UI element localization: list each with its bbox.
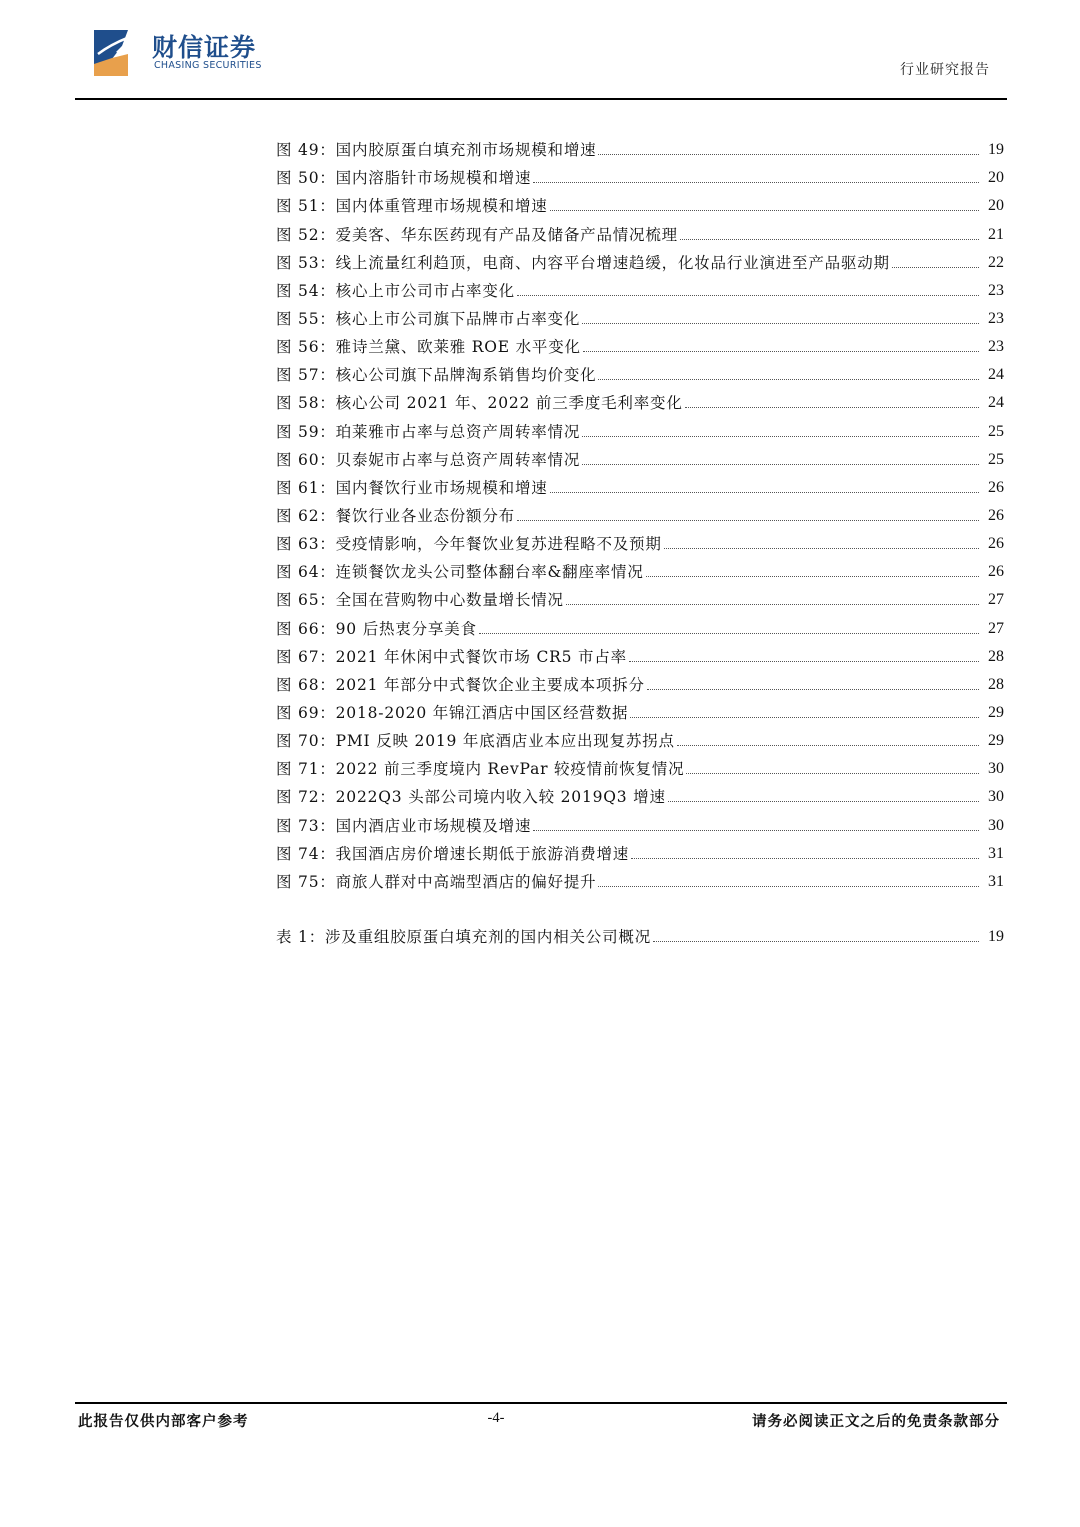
figure-toc-row[interactable]: [276, 329, 1004, 357]
table-toc-row[interactable]: [276, 919, 1004, 947]
dot-leader: [550, 209, 979, 211]
figure-toc-row[interactable]: [276, 836, 1004, 864]
figure-toc-row[interactable]: [276, 723, 1004, 751]
toc-entry-title[interactable]: 图 57：核心公司旗下品牌淘系销售均价变化: [276, 366, 597, 385]
toc-page-number[interactable]: 26: [988, 478, 1004, 496]
page-number: -4-: [487, 1410, 505, 1426]
toc-page-number[interactable]: 28: [988, 675, 1004, 693]
figure-toc-row[interactable]: [276, 498, 1004, 526]
toc-entry-title[interactable]: 图 64：连锁餐饮龙头公司整体翻台率&翻座率情况: [276, 563, 644, 582]
toc-page-number[interactable]: 31: [988, 844, 1004, 862]
company-logo: [92, 24, 292, 80]
figures-toc-list: [276, 132, 1004, 892]
toc-page-number[interactable]: 20: [988, 169, 1004, 187]
dot-leader: [646, 575, 979, 577]
toc-page-number[interactable]: 19: [988, 928, 1004, 946]
tables-toc-list: [276, 919, 1004, 947]
dot-leader: [630, 716, 979, 718]
dot-leader: [677, 744, 979, 746]
figure-toc-row[interactable]: [276, 160, 1004, 188]
dot-leader: [533, 181, 979, 183]
dot-leader: [686, 772, 979, 774]
logo-english-name: CHASING SECURITIES: [154, 60, 262, 71]
dot-leader: [517, 519, 979, 521]
dot-leader: [533, 829, 979, 831]
toc-entry-title[interactable]: 图 52：爱美客、华东医药现有产品及储备产品情况梳理: [276, 225, 678, 244]
figure-toc-row[interactable]: [276, 413, 1004, 441]
toc-entry-title[interactable]: 图 55：核心上市公司旗下品牌市占率变化: [276, 309, 581, 328]
figure-toc-row[interactable]: [276, 442, 1004, 470]
toc-entry-title[interactable]: 图 67：2021 年休闲中式餐饮市场 CR5 市占率: [276, 647, 627, 666]
figure-toc-row[interactable]: [276, 526, 1004, 554]
figure-toc-row[interactable]: [276, 554, 1004, 582]
toc-entry-title[interactable]: 图 73：国内酒店业市场规模及增速: [276, 816, 532, 835]
dot-leader: [892, 266, 979, 268]
dot-leader: [668, 800, 979, 802]
toc-page-number[interactable]: 24: [988, 394, 1004, 412]
dot-leader: [653, 940, 979, 942]
footer-notice: 请务必阅读正文之后的免责条款部分: [752, 1413, 1000, 1430]
toc-page-number[interactable]: 21: [988, 225, 1004, 243]
toc-page-number[interactable]: 19: [988, 141, 1004, 159]
toc-page-number[interactable]: 23: [988, 281, 1004, 299]
figure-toc-row[interactable]: [276, 751, 1004, 779]
dot-leader: [582, 435, 979, 437]
toc-page-number[interactable]: 29: [988, 732, 1004, 750]
figure-toc-row[interactable]: [276, 667, 1004, 695]
figure-toc-row[interactable]: [276, 639, 1004, 667]
dot-leader: [583, 350, 979, 352]
page-header: [0, 0, 1080, 100]
toc-page-number[interactable]: 24: [988, 366, 1004, 384]
toc-entry-title[interactable]: 图 59：珀莱雅市占率与总资产周转率情况: [276, 422, 581, 441]
toc-page-number[interactable]: 27: [988, 591, 1004, 609]
figure-toc-row[interactable]: [276, 610, 1004, 638]
toc-page-number[interactable]: 23: [988, 309, 1004, 327]
toc-page-number[interactable]: 23: [988, 338, 1004, 356]
dot-leader: [631, 857, 979, 859]
figure-toc-row[interactable]: [276, 216, 1004, 244]
toc-entry-title[interactable]: 图 74：我国酒店房价增速长期低于旅游消费增速: [276, 844, 630, 863]
figure-toc-row[interactable]: [276, 864, 1004, 892]
toc-page-number[interactable]: 26: [988, 535, 1004, 553]
figure-toc-row[interactable]: [276, 273, 1004, 301]
figure-toc-row[interactable]: [276, 779, 1004, 807]
figure-toc-row[interactable]: [276, 695, 1004, 723]
toc-entry-title[interactable]: 图 69：2018-2020 年锦江酒店中国区经营数据: [276, 703, 629, 722]
toc-entry-title[interactable]: 表 1：涉及重组胶原蛋白填充剂的国内相关公司概况: [276, 928, 651, 947]
dot-leader: [582, 322, 979, 324]
footer-disclaimer: 此报告仅供内部客户参考: [78, 1413, 249, 1430]
toc-entry-title[interactable]: 图 71：2022 前三季度境内 RevPar 较疫情前恢复情况: [276, 760, 685, 779]
logo-chinese-name: 财信证券: [152, 33, 257, 62]
dot-leader: [598, 885, 979, 887]
toc-page-number[interactable]: 25: [988, 450, 1004, 468]
toc-entry-title[interactable]: 图 75：商旅人群对中高端型酒店的偏好提升: [276, 872, 597, 891]
report-type: 行业研究报告: [900, 62, 990, 78]
toc-entry-title[interactable]: 图 51：国内体重管理市场规模和增速: [276, 197, 548, 216]
header-divider: [75, 98, 1007, 100]
dot-leader: [598, 153, 979, 155]
toc-page-number[interactable]: 31: [988, 872, 1004, 890]
figure-toc-row[interactable]: [276, 245, 1004, 273]
toc-entry-title[interactable]: 图 61：国内餐饮行业市场规模和增速: [276, 478, 548, 497]
toc-page-number[interactable]: 30: [988, 788, 1004, 806]
figure-toc-row[interactable]: [276, 132, 1004, 160]
dot-leader: [664, 547, 979, 549]
dot-leader: [550, 491, 979, 493]
toc-entry-title[interactable]: 图 53：线上流量红利趋顶，电商、内容平台增速趋缓，化妆品行业演进至产品驱动期: [276, 253, 890, 272]
toc-page-number[interactable]: 26: [988, 563, 1004, 581]
toc-entry-title[interactable]: 图 65：全国在营购物中心数量增长情况: [276, 591, 564, 610]
dot-leader: [685, 406, 979, 408]
figure-toc-row[interactable]: [276, 470, 1004, 498]
figure-toc-row[interactable]: [276, 357, 1004, 385]
dot-leader: [629, 660, 979, 662]
toc-page-number[interactable]: 30: [988, 760, 1004, 778]
dot-leader: [680, 238, 979, 240]
toc-entry-title[interactable]: 图 66：90 后热衷分享美食: [276, 619, 477, 638]
figure-toc-row[interactable]: [276, 188, 1004, 216]
toc-entry-title[interactable]: 图 70：PMI 反映 2019 年底酒店业本应出现复苏拐点: [276, 732, 675, 751]
chasing-securities-logo-icon: [92, 24, 148, 80]
toc-entry-title[interactable]: 图 72：2022Q3 头部公司境内收入较 2019Q3 增速: [276, 788, 666, 807]
figure-toc-row[interactable]: [276, 807, 1004, 835]
toc-entry-title[interactable]: 图 56：雅诗兰黛、欧莱雅 ROE 水平变化: [276, 338, 581, 357]
dot-leader: [566, 603, 979, 605]
figure-toc-row[interactable]: [276, 385, 1004, 413]
toc-page-number[interactable]: 28: [988, 647, 1004, 665]
toc-entry-title[interactable]: 图 58：核心公司 2021 年、2022 前三季度毛利率变化: [276, 394, 683, 413]
toc-page-number[interactable]: 20: [988, 197, 1004, 215]
toc-page-number[interactable]: 25: [988, 422, 1004, 440]
toc-entry-title[interactable]: 图 62：餐饮行业各业态份额分布: [276, 506, 515, 525]
dot-leader: [598, 378, 979, 380]
toc-entry-title[interactable]: 图 60：贝泰妮市占率与总资产周转率情况: [276, 450, 581, 469]
dot-leader: [582, 463, 979, 465]
figure-toc-row[interactable]: [276, 301, 1004, 329]
toc-page-number[interactable]: 29: [988, 703, 1004, 721]
footer-divider: [75, 1402, 1007, 1404]
toc-page-number[interactable]: 22: [988, 253, 1004, 271]
toc-entry-title[interactable]: 图 50：国内溶脂针市场规模和增速: [276, 169, 532, 188]
toc-page-number[interactable]: 30: [988, 816, 1004, 834]
dot-leader: [647, 688, 979, 690]
toc-entry-title[interactable]: 图 49：国内胶原蛋白填充剂市场规模和增速: [276, 141, 597, 160]
toc-page-number[interactable]: 27: [988, 619, 1004, 637]
toc-entry-title[interactable]: 图 63：受疫情影响，今年餐饮业复苏进程略不及预期: [276, 535, 662, 554]
dot-leader: [479, 632, 979, 634]
toc-page-number[interactable]: 26: [988, 506, 1004, 524]
toc-entry-title[interactable]: 图 54：核心上市公司市占率变化: [276, 281, 515, 300]
figure-toc-row[interactable]: [276, 582, 1004, 610]
toc-entry-title[interactable]: 图 68：2021 年部分中式餐饮企业主要成本项拆分: [276, 675, 645, 694]
dot-leader: [517, 294, 979, 296]
